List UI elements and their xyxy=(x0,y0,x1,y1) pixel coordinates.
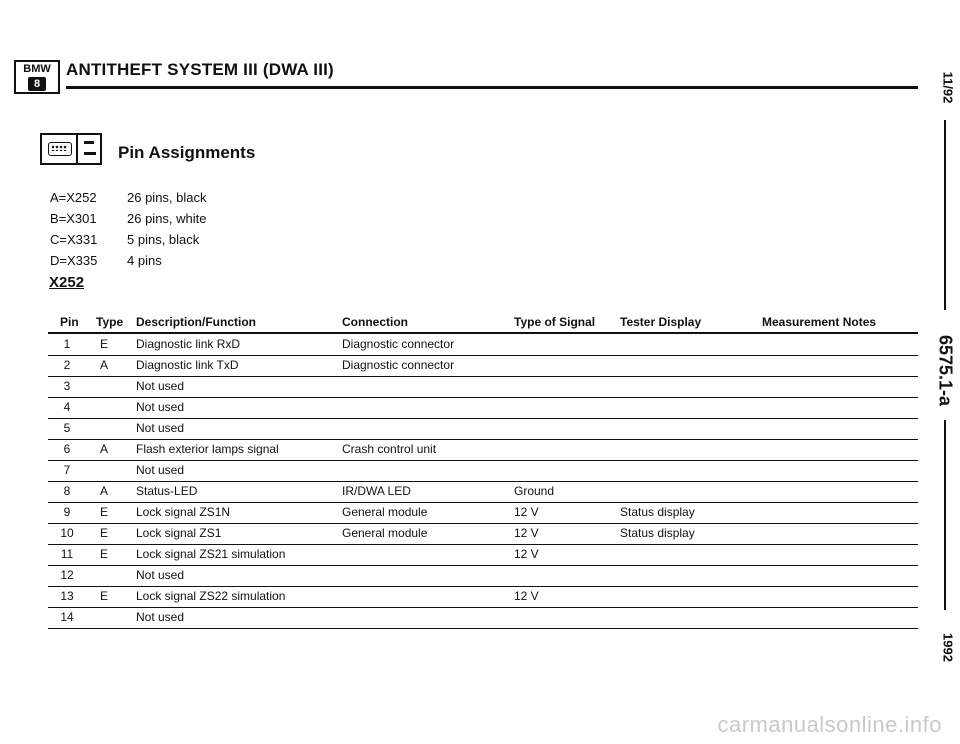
bmw-8-series-logo xyxy=(14,60,60,94)
row-pin: 10 xyxy=(60,526,74,540)
row-pin: 14 xyxy=(60,610,74,624)
row-type: E xyxy=(99,505,108,519)
table-row xyxy=(48,565,918,587)
row-signal-type: Ground xyxy=(514,484,555,498)
row-type: A xyxy=(99,442,108,456)
connector-code: D=X335 xyxy=(50,253,98,268)
header-description: Description/Function xyxy=(136,315,256,329)
margin-date: 11/92 xyxy=(940,71,956,104)
header-measurement-notes: Measurement Notes xyxy=(762,315,877,329)
title-rule xyxy=(66,86,918,89)
header-connection: Connection xyxy=(342,315,408,329)
section-title: Pin Assignments xyxy=(118,143,256,162)
row-pin: 6 xyxy=(63,442,71,456)
row-description: Not used xyxy=(136,421,185,435)
row-description: Diagnostic link RxD xyxy=(136,337,241,351)
table-row xyxy=(48,607,918,629)
margin-year: 1992 xyxy=(940,633,956,662)
table-row xyxy=(48,334,918,356)
document-title: ANTITHEFT SYSTEM III (DWA III) xyxy=(66,60,334,79)
row-type: E xyxy=(99,547,108,561)
row-pin: 11 xyxy=(60,547,74,561)
row-signal-type: 12 V xyxy=(514,505,539,519)
connector-desc: 5 pins, black xyxy=(127,232,200,247)
logo-brand: BMW xyxy=(23,63,51,75)
table-row xyxy=(48,502,918,524)
row-type: E xyxy=(99,589,108,603)
row-description: Status-LED xyxy=(136,484,198,498)
row-type: A xyxy=(99,358,108,372)
row-pin: 7 xyxy=(63,463,71,477)
table-row xyxy=(48,418,918,440)
row-pin: 2 xyxy=(63,358,71,372)
row-description: Lock signal ZS1 xyxy=(136,526,222,540)
header-pin: Pin xyxy=(60,315,79,329)
table-row xyxy=(48,397,918,419)
header-type: Type xyxy=(96,315,124,329)
row-connection: IR/DWA LED xyxy=(342,484,411,498)
table-row xyxy=(48,544,918,566)
row-type: E xyxy=(99,337,108,351)
row-connection: Diagnostic connector xyxy=(342,358,455,372)
row-description: Not used xyxy=(136,400,185,414)
row-description: Lock signal ZS1N xyxy=(136,505,231,519)
header-tester-display: Tester Display xyxy=(620,315,702,329)
row-description: Flash exterior lamps signal xyxy=(136,442,279,456)
row-signal-type: 12 V xyxy=(514,526,539,540)
connector-subheading: X252 xyxy=(49,274,85,291)
watermark: carmanualsonline.info xyxy=(717,712,942,737)
row-description: Diagnostic link TxD xyxy=(136,358,239,372)
connector-desc: 26 pins, black xyxy=(127,190,207,205)
table-row xyxy=(48,439,918,461)
connector-code: A=X252 xyxy=(50,190,97,205)
header-signal-type: Type of Signal xyxy=(514,315,596,329)
row-connection: Crash control unit xyxy=(342,442,437,456)
row-pin: 13 xyxy=(60,589,74,603)
row-pin: 1 xyxy=(63,337,71,351)
row-connection: General module xyxy=(342,526,428,540)
connector-desc: 4 pins xyxy=(127,253,162,268)
row-type: A xyxy=(99,484,108,498)
logo-series: 8 xyxy=(28,77,46,91)
margin-rule-bottom xyxy=(944,420,946,610)
row-description: Not used xyxy=(136,568,185,582)
row-pin: 8 xyxy=(63,484,71,498)
row-pin: 12 xyxy=(60,568,74,582)
row-connection: Diagnostic connector xyxy=(342,337,455,351)
table-row xyxy=(48,355,918,377)
table-row xyxy=(48,586,918,608)
row-description: Lock signal ZS21 simulation xyxy=(136,547,286,561)
table-row xyxy=(48,523,918,545)
row-pin: 3 xyxy=(63,379,71,393)
margin-rule-top xyxy=(944,120,946,310)
row-pin: 9 xyxy=(63,505,71,519)
row-description: Not used xyxy=(136,379,185,393)
row-pin: 4 xyxy=(63,400,71,414)
row-connection: General module xyxy=(342,505,428,519)
row-signal-type: 12 V xyxy=(514,547,539,561)
row-pin: 5 xyxy=(63,421,71,435)
table-row xyxy=(48,481,918,503)
row-tester-display: Status display xyxy=(620,505,695,519)
table-row xyxy=(48,460,918,482)
margin-doc-number: 6575.1-a xyxy=(935,334,956,407)
table-row xyxy=(48,376,918,398)
connector-code: B=X301 xyxy=(50,211,97,226)
row-signal-type: 12 V xyxy=(514,589,539,603)
connector-desc: 26 pins, white xyxy=(127,211,207,226)
row-description: Not used xyxy=(136,610,185,624)
row-description: Lock signal ZS22 simulation xyxy=(136,589,286,603)
row-type: E xyxy=(99,526,108,540)
row-tester-display: Status display xyxy=(620,526,695,540)
connector-pin-icon xyxy=(40,133,102,165)
connector-code: C=X331 xyxy=(50,232,98,247)
row-description: Not used xyxy=(136,463,185,477)
